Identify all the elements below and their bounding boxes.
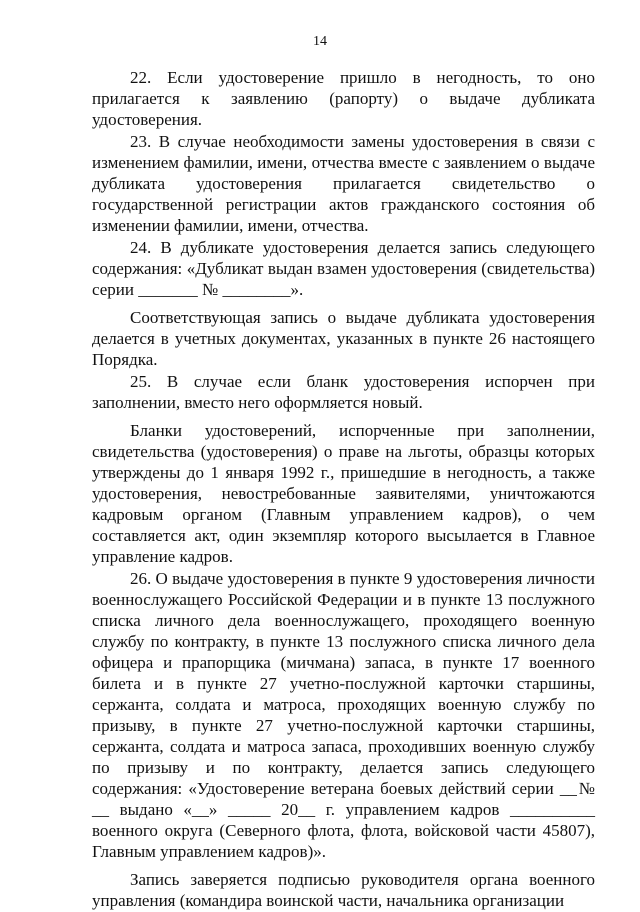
paragraph-26: 26. О выдаче удостоверения в пункте 9 удостоверения личности военнослужащего Российской Федерации и в пункте 13 послужного списка личного дела военнослужащего, проходящего военную службу по контракту, в пункте 13 послужного списка личного дела офицера и прапорщика (мичмана) запаса, в пункте 17 военного билета и в пункте 27 учетно-послужной карточки старшины, сержанта, солдата и матроса, проходящих военную службу по призыву, в пункте 27 учетно-послужной карточки старшины, сержанта, солдата и матроса запаса, проходивших военную службу по призыву и по контракту, делается запись следующего содержания: «Удостоверение ветерана боевых действий серии __№ __ выдано «__» _____ 20__ г. управлением кадров __________ военного округа (Северного флота, флота, войсковой части 45807), Главным управлением кадров)». xyxy=(92,569,595,861)
paragraph-22: 22. Если удостоверение пришло в негодность, то оно прилагается к заявлению (рапорту) о выдаче дубликата удостоверения. xyxy=(92,68,595,129)
paragraph-24-continuation: Соответствующая запись о выдаче дубликата удостоверения делается в учетных документах, указанных в пункте 26 настоящего Порядка. xyxy=(92,308,595,369)
page-number: 14 xyxy=(313,34,327,49)
document-body xyxy=(92,67,595,912)
paragraph-23: 23. В случае необходимости замены удостоверения в связи с изменением фамилии, имени, отчества вместе с заявлением о выдаче дубликата удостоверения прилагается свидетельство о государственной регистрации актов гражданского состояния об изменении фамилии, имени, отчества. xyxy=(92,132,595,235)
paragraph-25: 25. В случае если бланк удостоверения испорчен при заполнении, вместо него оформляется новый. xyxy=(92,372,595,412)
paragraph-26-continuation: Запись заверяется подписью руководителя органа военного управления (командира воинской части, начальника организации xyxy=(92,870,595,910)
paragraph-25-continuation: Бланки удостоверений, испорченные при заполнении, свидетельства (удостоверения) о праве на льготы, образцы которых утверждены до 1 января 1992 г., пришедшие в негодность, а также удостоверения, невостребованные заявителями, уничтожаются кадровым органом (Главным управлением кадров), о чем составляется акт, один экземпляр которого высылается в Главное управление кадров. xyxy=(92,421,595,566)
paragraph-24: 24. В дубликате удостоверения делается запись следующего содержания: «Дубликат выдан взамен удостоверения (свидетельства) серии _______ № ________». xyxy=(92,238,595,299)
